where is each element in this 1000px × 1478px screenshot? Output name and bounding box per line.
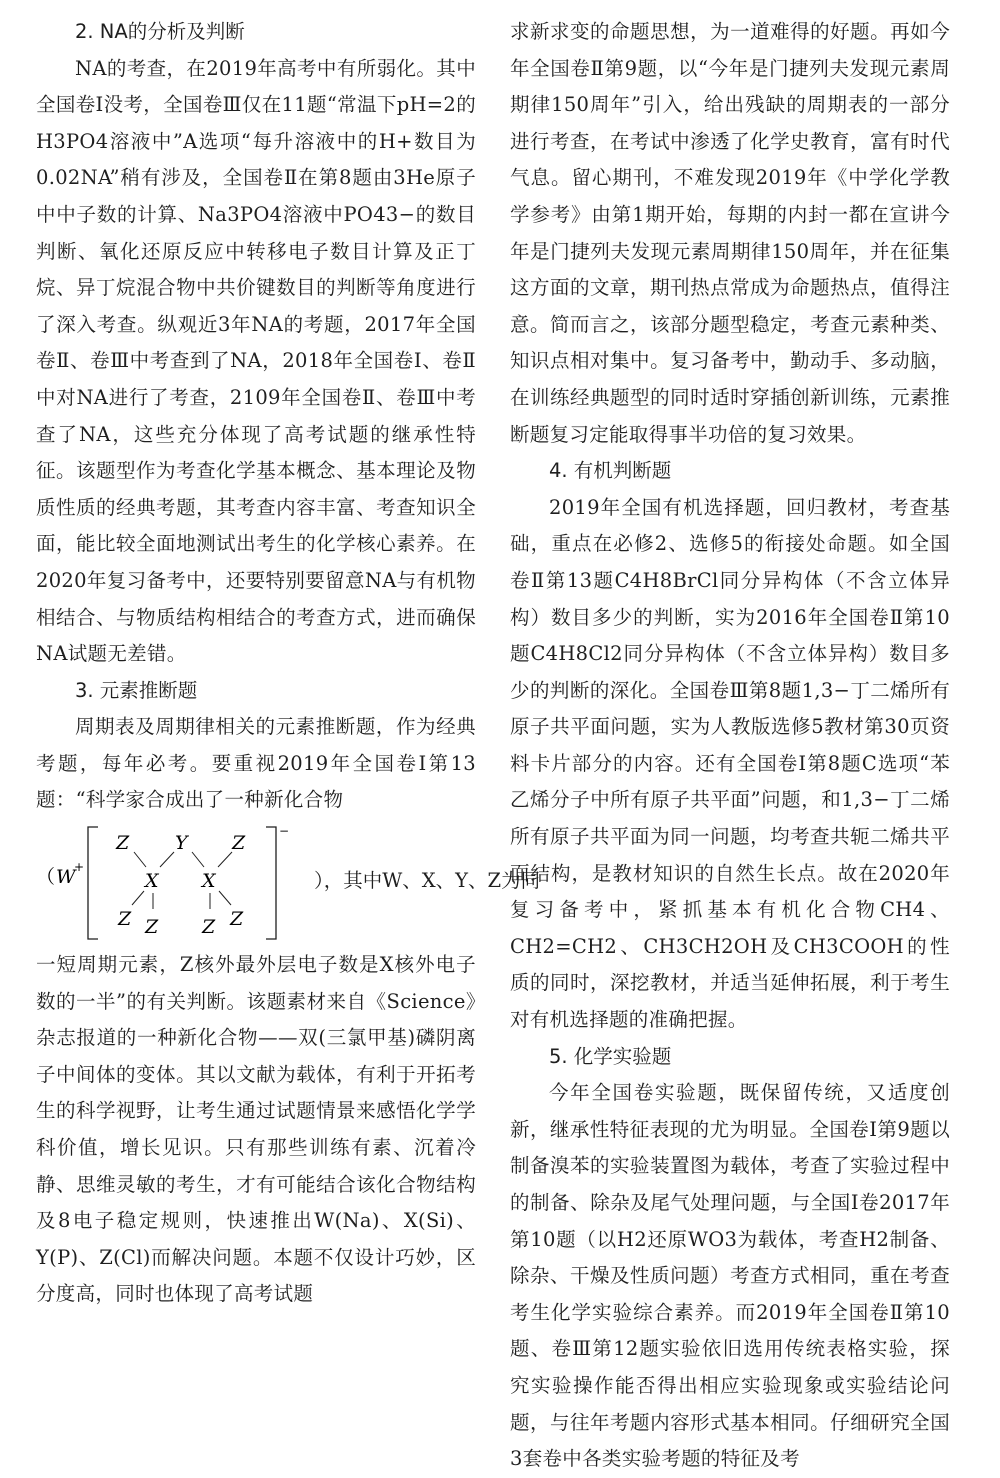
bond [218, 852, 232, 867]
bond [219, 891, 231, 905]
cation-symbol: W [56, 866, 76, 889]
atom-z: Z [202, 916, 216, 939]
left-column [36, 14, 541, 1313]
atom-z: Z [232, 832, 246, 855]
section-heading-organic: 4. 有机判断题 [549, 459, 672, 483]
atom-z: Z [145, 916, 159, 939]
paragraph-element-inference-analysis: 一短周期元素，Z核外最外层电子数是X核外电子数的一半”的有关判断。该题素材来自《Science》杂志报道的一种新化合物——双(三氯甲基)磷阴离子中间体的变体。其以文献为载体，有利于开拓考生的科学视野，让考生通过试题情景来感悟化学学科价值，增长见识。只有那些训练有素、沉着冷静、思维灵敏的考生，才有可能结合该化合物结构及8电子稳定规则，快速推出W(Na)、X(Si)、Y(P)、Z(Cl)而解决问题。本题不仅设计巧妙，区分度高，同时也体现了高考试题 [36, 953, 476, 1306]
atom-z: Z [116, 832, 130, 855]
bond [132, 891, 144, 905]
chemical-structure-formula [36, 819, 541, 947]
atom-y: Y [175, 832, 188, 855]
right-column [510, 14, 950, 1478]
atom-x: X [202, 870, 216, 893]
section-heading-element-inference: 3. 元素推断题 [75, 678, 198, 702]
bond [192, 852, 204, 867]
atom-x: X [145, 870, 159, 893]
paragraph-element-inference-continued: 求新求变的命题思想，为一道难得的好题。再如今年全国卷Ⅱ第9题，以“今年是门捷列夫发现元素周期律150周年”引入，给出残缺的周期表的一部分进行考查，在考试中渗透了化学史教育，富有时代气息。留心期刊，不难发现2019年《中学化学教学参考》由第1期开始，每期的内封一都在宣讲今年是门捷列夫发现元素周期律150周年，并在征集这方面的文章，期刊热点常成为命题热点，值得注意。简而言之，该部分题型稳定，考查元素种类、知识点相对集中。复习备考中，勤动手、多动脑，在训练经典题型的同时适时穿插创新训练，元素推断题复习定能取得事半功倍的复习效果。 [510, 20, 950, 446]
bond [134, 852, 146, 867]
paragraph-na-analysis: NA的考查，在2019年高考中有所弱化。其中全国卷Ⅰ没考，全国卷Ⅲ仅在11题“常温下pH=2的H3PO4溶液中”A选项“每升溶液中的H+数目为0.02NA”稍有涉及，全国卷Ⅱ在第8题由3He原子中中子数的计算、Na3PO4溶液中PO43−的数目判断、氧化还原反应中转移电子数目计算及正丁烷、异丁烷混合物中共价键数目的判断等角度进行了深入考查。纵观近3年NA的考题，2017年全国卷Ⅱ、卷Ⅲ中考查到了NA，2018年全国卷Ⅰ、卷Ⅱ中对NA进行了考查，2109年全国卷Ⅱ、卷Ⅲ中考查了NA，这些充分体现了高考试题的继承性特征。该题型作为考查化学基本概念、基本理论及物质性质的经典考题，其考查内容丰富、考查知识全面，能比较全面地测试出考生的化学核心素养。在2020年复习备考中，还要特别要留意NA与有机物相结合、与物质结构相结合的考查方式，进而确保NA试题无差错。 [36, 56, 476, 666]
right-bracket [266, 827, 276, 939]
bond [160, 852, 174, 867]
cation-charge: + [74, 860, 85, 875]
paragraph-element-inference-intro: 周期表及周期律相关的元素推断题，作为经典考题，每年必考。要重视2019年全国卷Ⅰ第13题：“科学家合成出了一种新化合物 [36, 715, 476, 812]
section-heading-experiment: 5. 化学实验题 [549, 1044, 672, 1068]
atom-z: Z [230, 908, 244, 931]
formula-trailing-text: ），其中W、X、Y、Z为同 [314, 869, 541, 893]
paragraph-organic: 2019年全国有机选择题，回归教材，考查基础，重点在必修2、选修5的衔接处命题。如全国卷Ⅱ第13题C4H8BrCl同分异构体（不含立体异构）数目多少的判断，实为2016年全国卷Ⅱ第10题C4H8Cl2同分异构体（不含立体异构）数目多少的判断的深化。全国卷Ⅲ第8题1,3−丁二烯所有原子共平面问题，实为人教版选修5教材第30页资料卡片部分的内容。还有全国卷Ⅰ第8题C选项“苯乙烯分子中所有原子共平面”问题，和1,3−丁二烯所有原子共平面为同一问题，均考查共轭二烯共平面结构，是教材知识的自然生长点。故在2020年复习备考中，紧抓基本有机化合物CH4、CH2=CH2、CH3CH2OH及CH3COOH的性质的同时，深挖教材，并适当延伸拓展，利于考生对有机选择题的准确把握。 [510, 495, 950, 1032]
left-bracket [88, 827, 98, 939]
atom-z: Z [118, 908, 132, 931]
anion-charge: − [279, 824, 290, 839]
section-heading-na: 2. NA的分析及判断 [75, 20, 245, 43]
paragraph-experiment: 今年全国卷实验题，既保留传统，又适度创新，继承性特征表现的尤为明显。全国卷Ⅰ第9题以制备溴苯的实验装置图为载体，考查了实验过程中的制备、除杂及尾气处理问题，与全国Ⅰ卷2017年第10题（以H2还原WO3为载体，考查H2制备、除杂、干燥及性质问题）考查方式相同，重在考查考生化学实验综合素养。而2019年全国卷Ⅱ第10题、卷Ⅲ第12题实验依旧选用传统表格实验，探究实验操作能否得出相应实验现象或实验结论问题，与往年考题内容形式基本相同。仔细研究全国3套卷中各类实验考题的特征及考 [510, 1081, 950, 1471]
open-paren: （ [36, 866, 56, 889]
